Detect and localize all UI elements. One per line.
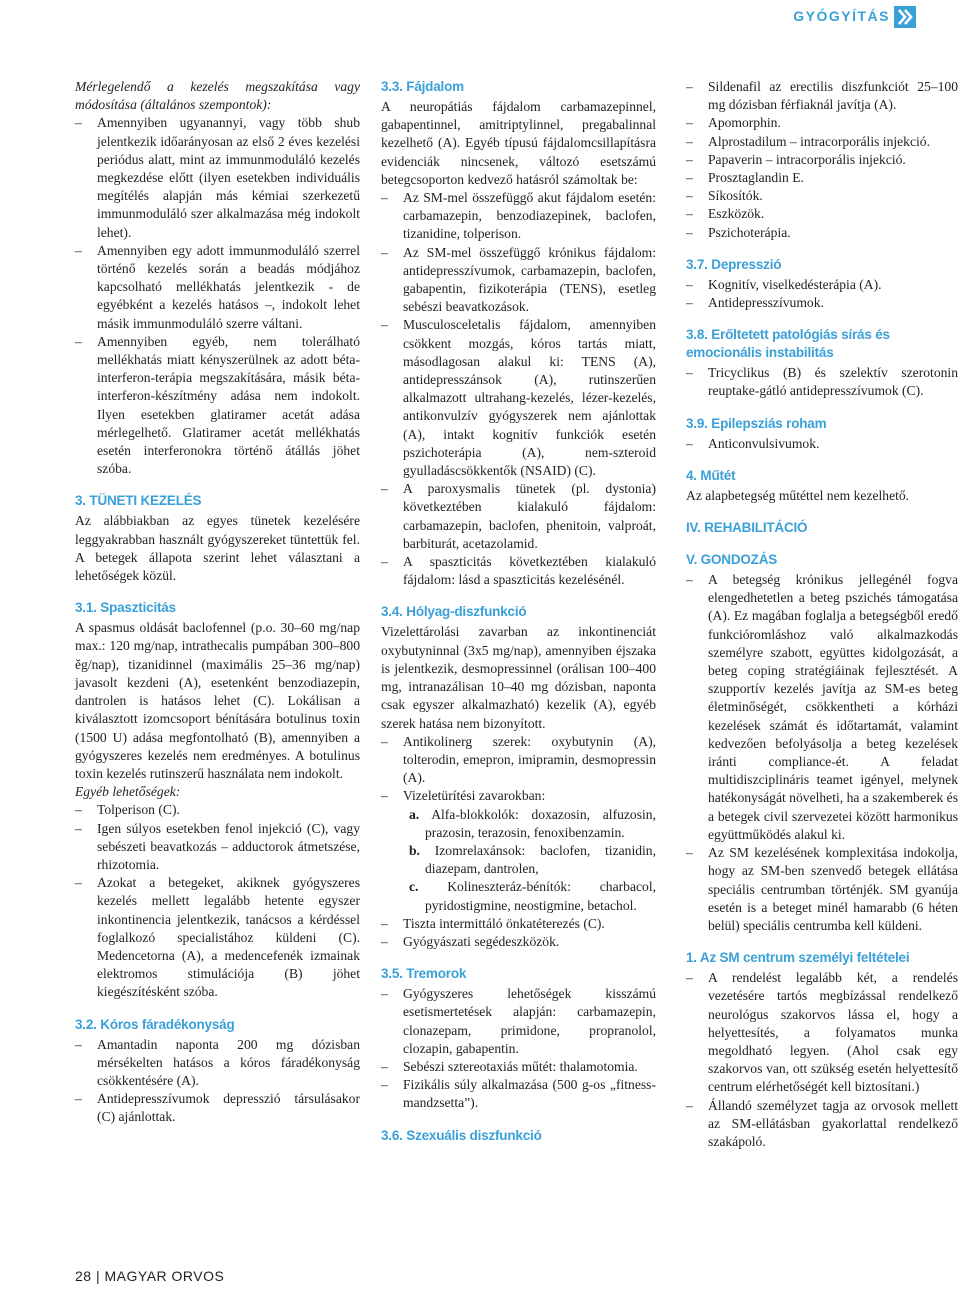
list-item: – Tolperison (C). <box>75 801 360 819</box>
list-item: – Antikolinerg szerek: oxybutynin (A), tolterodin, emepron, imipramin, desmopressin (A). <box>381 733 656 788</box>
page-header <box>0 0 960 40</box>
section-heading: 3. TÜNETI KEZELÉS <box>75 493 202 509</box>
sub-list-item <box>381 842 656 878</box>
intro-italic: Mérlegelendő a kezelés megszakítása vagy módosítása (általános szempontok): <box>75 79 360 113</box>
section-heading: 3.8. Erőltetett patológiás sírás és emocionális instabilitás <box>686 327 890 361</box>
double-chevron-right-icon <box>894 6 916 28</box>
list-item: – Sebészi sztereotaxiás műtét: thalamotomia. <box>381 1058 656 1076</box>
section-heading: IV. REHABILITÁCIÓ <box>686 520 808 536</box>
sub-label: a. <box>409 806 420 822</box>
list-item: – Gyógyászati segédeszközök. <box>381 933 656 951</box>
list-item: – Vizeletürítési zavarokban: <box>381 787 656 805</box>
section-heading: 3.7. Depresszió <box>686 256 782 272</box>
column-left <box>75 78 360 1127</box>
section-heading: V. GONDOZÁS <box>686 552 778 568</box>
sub-list-item <box>381 878 656 914</box>
list-item: – Musculosceletalis fájdalom, amennyiben csökkent mozgás, kóros tartás miatt, másodlagosan alakul ki: TENS (A), antidepresszánsok (A), rutinszerűen alkalmazott ultrahang-kezelés, lézer-kezelés, antikonvulzív gyógyszerek nem ajánlottak (A), intakt kognitív funkciók esetén pszichoterápia (A), nem-szteroid gyulladáscsökkentők (NSAID) (C). <box>381 316 656 480</box>
paragraph: Vizelettárolási zavarban az inkontinenciát oxybutyninnal (3x5 mg/nap), amennyiben éjszaka is jelentkezik, desmopressinnel (orálisan 100–400 mg, intranazálisan 10–40 mg dózisban, naponta csak egyszer alkalmazható) kezelik (A), egyéb szerek hatása nem bizonyított. <box>381 624 656 731</box>
list-item: – Anticonvulsivumok. <box>686 435 958 453</box>
sub-text: Kolineszteráz-bénítók: charbacol, pyridostigmine, neostigmine, betachol. <box>425 879 656 913</box>
section-heading: 3.9. Epilepsziás roham <box>686 415 827 431</box>
list-item: – Prosztaglandin E. <box>686 169 958 187</box>
list-item: – Igen súlyos esetekben fenol injekció (C), vagy sebészeti beavatkozás – adductorok átmetszése, rhizotomia. <box>75 820 360 875</box>
footer-separator: | <box>95 1268 101 1284</box>
page-number: 28 <box>75 1268 92 1284</box>
section-heading: 3.5. Tremorok <box>381 966 467 982</box>
list-item: – Az SM kezelésének komplexitása indokolja, hogy az SM-ben szenvedő betegek ellátása speciális centrumban történjék. SM gyanúja esetén is a beteget minél hamarabb (6 héten belül) speciális centrumba kell küldeni. <box>686 844 958 935</box>
section-heading: 3.4. Hólyag-diszfunkció <box>381 604 527 620</box>
page-footer <box>75 1268 224 1284</box>
sub-list-item <box>381 806 656 842</box>
list-item: – Tricyclikus (B) és szelektív szerotonin reuptake-gátló antidepresszívumok (C). <box>686 364 958 400</box>
list-item: – Pszichoterápia. <box>686 224 958 242</box>
list-item: – Állandó személyzet tagja az orvosok mellett az SM-ellátásban gyakorlattal rendelkező szakápoló. <box>686 1097 958 1152</box>
list-item: – Antidepresszívumok. <box>686 294 958 312</box>
list-item: – Az SM-mel összefüggő krónikus fájdalom: antidepresszívumok, carbamazepin, baclofen, gabapentin, fizikoterápia (TENS), esetleg sebészi beavatkozások. <box>381 244 656 317</box>
column-right <box>686 78 958 1151</box>
list-item: – Antidepresszívumok depresszió társulásakor (C) ajánlottak. <box>75 1090 360 1126</box>
list-item: – A rendelést legalább két, a rendelés vezetésére tartós megbízással rendelkező neurológus szakorvos lássa el, hogy a helyettesítés, a folyamatos munka megoldható legyen. (Ahol csak egy szakorvos van, ott szükség esetén helyettesítő centrum elérhetőségét kell biztosítani.) <box>686 969 958 1096</box>
column-middle <box>381 78 656 1147</box>
list-item: – Alprostadilum – intracorporális injekció. <box>686 133 958 151</box>
list-item: – Síkosítók. <box>686 187 958 205</box>
section-heading: 3.6. Szexuális diszfunkció <box>381 1127 542 1143</box>
list-item: – Eszközök. <box>686 205 958 223</box>
sub-text: Alfa-blokkolók: doxazosin, alfuzosin, prazosin, terazosin, fenoxibenzamin. <box>425 806 656 840</box>
list-item: – A paroxysmalis tünetek (pl. dystonia) következtében kialakuló fájdalom: carbamazepin, baclofen, phenitoin, valproát, barbiturát, acetazolamid. <box>381 480 656 553</box>
list-item: – Amantadin naponta 200 mg dózisban mérsékelten hatásos a kóros fáradékonyság csökkentésére (A). <box>75 1036 360 1091</box>
sub-label: b. <box>409 842 420 858</box>
list-item: – Gyógyszeres lehetőségek kisszámú esetismertetések alapján: carbamazepin, clonazepam, primidone, propranolol, clozapin, gabapentin. <box>381 985 656 1058</box>
list-item: – Az SM-mel összefüggő akut fájdalom esetén: carbamazepin, benzodiazepinek, baclofen, tizanidine, tolperison. <box>381 189 656 244</box>
paragraph: Az alábbiakban az egyes tünetek kezelésére leggyakrabban használt gyógyszereket tüntettük fel. A betegek állapota szerint lehet választani a lehetőségek közül. <box>75 513 360 584</box>
list-item: – Fizikális súly alkalmazása (500 g-os „fitness-mandzsetta”). <box>381 1076 656 1112</box>
list-item: – Amennyiben egy adott immunmoduláló szerrel történő kezelés során a beadás módjához kapcsolható mellékhatás jelentkezik - de egyébként a kezelés hatásos –, indokolt lehet másik immunmoduláló szerre váltani. <box>75 242 360 333</box>
journal-name: MAGYAR ORVOS <box>104 1268 225 1284</box>
section-heading: 3.1. Spaszticitás <box>75 600 176 616</box>
sub-text: Izomrelaxánsok: baclofen, tizanidin, diazepam, dantrolen, <box>425 842 656 877</box>
paragraph: A spasmus oldását baclofennel (p.o. 30–60 mg/nap max.: 120 mg/nap, intrathecalis pumpában 300–800 ěg/nap), tizanidinnel (maximális 25–36 mg/nap) javasolt kezdeni (A), esetenként benzodiazepin, dantrolen is hatásos lehet (C). Lokálisan a kiválasztott izomcsoport bénítására botulinus toxin (1500 U) adása megfontolható (B), amennyiben a gyógyszeres kezelés nem eredményes. A botulinus toxin kezelés rutinszerű használata nem indokolt. <box>75 620 360 781</box>
section-heading: 3.2. Kóros fáradékonyság <box>75 1016 235 1032</box>
list-item: – Tiszta intermittáló önkatéterezés (C). <box>381 915 656 933</box>
subheading-italic: Egyéb lehetőségek: <box>75 784 181 800</box>
list-item: – Sildenafil az erectilis diszfunkciót 25–100 mg dózisban férfiaknál javítja (A). <box>686 78 958 114</box>
list-item: – A spaszticitás következtében kialakuló fájdalom: lásd a spaszticitás kezelésénél. <box>381 553 656 589</box>
paragraph: A neuropátiás fájdalom carbamazepinnel, gabapentinnel, amitriptylinnel, pregabalinnal kezelhető (A). Egyéb típusú fájdalomcsillapításra evidenciák nincsenek, változó esetszámú betegcsoporton kedvező hatásról számoltak be: <box>381 99 656 187</box>
section-heading: 1. Az SM centrum személyi feltételei <box>686 950 910 966</box>
list-item: – A betegség krónikus jellegénél fogva elengedhetetlen a beteg pszichés támogatása (A). Ez magában foglalja a betegségből eredő funkcióromláshoz való alkalmazkodás személyre szabott, együttes kidolgozását, a beteg coping stratégiáinak fejlesztését. A szupportív kezelés javítja az SM-es beteg életminőségét, csökkentheti a kórházi kezelések számát és időtartamát, valamint kedvezően befolyásolja a beteg kezelések iránti compliance-ét. A feladat multidiszciplináris teamet igényel, melynek hatékonyságát növelheti, ha a szakemberek és a betegek civil szervezetei között harmonikus együttműködés alakul ki. <box>686 571 958 844</box>
list-item: – Kognitív, viselkedésterápia (A). <box>686 276 958 294</box>
list-item: – Amennyiben ugyanannyi, vagy több shub jelentkezik időarányosan az első 2 éves kezelési periódus alatt, mint az immunmoduláló kezelés megkezdése előtt (ilyen esetekben individuális megítélés alapján más kémiai szerkezetű immunmoduláló szer alkalmazása még indokolt lehet). <box>75 114 360 241</box>
paragraph: Az alapbetegség műtéttel nem kezelhető. <box>686 487 910 503</box>
section-tag: GYÓGYÍTÁS <box>793 8 890 24</box>
section-heading: 4. Műtét <box>686 467 736 483</box>
list-item: – Azokat a betegeket, akiknek gyógyszeres kezelés mellett legalább hetente egyszer inkontinencia jelentkezik, tanácsos a kérdéssel foglalkozó specialistához küldeni (C). Medencetorna (A), a medencefenék izmainak elektromos stimulációja (B) jöhet kiegészítésként szóba. <box>75 874 360 1001</box>
list-item: – Papaverin – intracorporális injekció. <box>686 151 958 169</box>
list-item: – Amennyiben egyéb, nem tolerálható mellékhatás miatt kényszerülnek az adott béta-interferon-terápia megszakítására, másik béta-interferon-készítmény adása nem indokolt. Ilyen esetekben glatiramer acetát adása mérlegelhető. Glatiramer acetát mellékhatás esetén interferonokra történő átállás jöhet szóba. <box>75 333 360 479</box>
list-item: – Apomorphin. <box>686 114 958 132</box>
sub-label: c. <box>409 879 419 895</box>
section-heading: 3.3. Fájdalom <box>381 79 464 94</box>
